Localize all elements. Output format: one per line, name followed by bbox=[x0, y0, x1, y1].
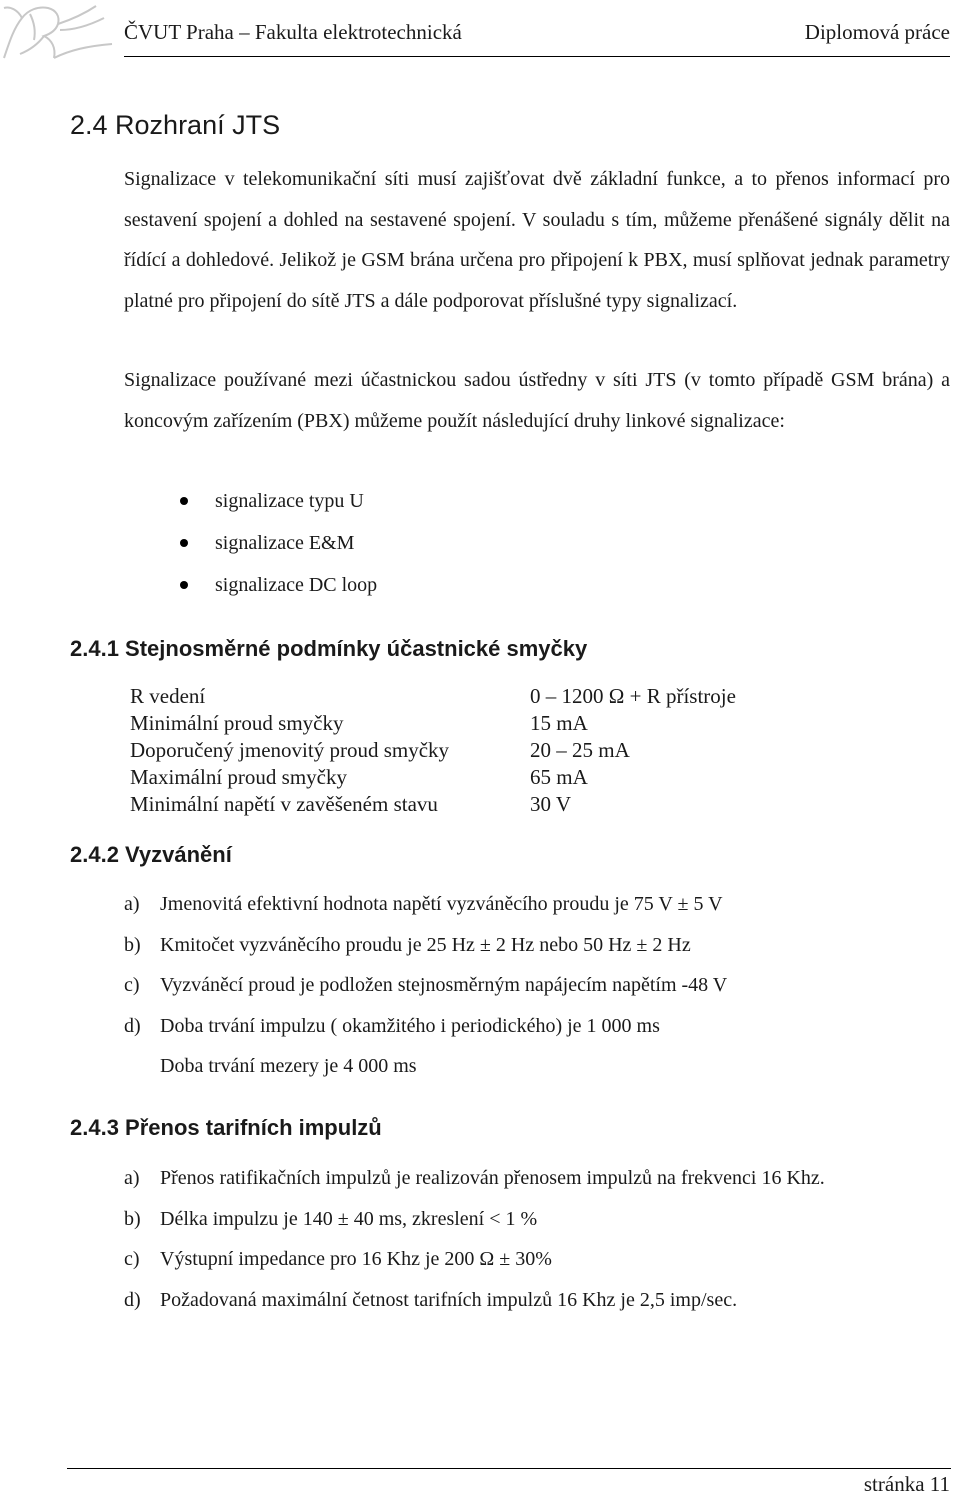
list-item: signalizace E&M bbox=[124, 522, 377, 564]
ringing-list bbox=[124, 884, 727, 1087]
tariff-pulses-list bbox=[124, 1158, 825, 1320]
page-header bbox=[124, 20, 950, 57]
dc-conditions-table bbox=[130, 683, 736, 818]
list-item: signalizace typu U bbox=[124, 480, 377, 522]
section-paragraph-1: Signalizace v telekomunikační síti musí zajišťovat dvě základní funkce, a to přenos informací pro sestavení spojení a dohled na sestavené spojení. V souladu s tím, můžeme přenášené signály dělit na řídící a dohledové. Jelikož je GSM brána určena pro připojení k PBX, musí splňovat jednak parametry platné pro připojení do sítě JTS a dále podporovat příslušné typy signalizací. bbox=[124, 168, 950, 312]
table-row: Minimální proud smyčky 15 mA bbox=[130, 711, 588, 735]
signalling-types-list bbox=[124, 480, 377, 606]
section-title: 2.4 Rozhraní JTS bbox=[70, 110, 281, 140]
list-item: c) Vyzváněcí proud je podložen stejnosměrným napájecím napětím -48 V bbox=[124, 974, 728, 996]
list-item: a) Přenos ratifikačních impulzů je realizován přenosem impulzů na frekvenci 16 Khz. bbox=[124, 1167, 825, 1189]
header-institution: ČVUT Praha – Fakulta elektrotechnická bbox=[124, 20, 462, 44]
header-doc-type: Diplomová práce bbox=[804, 20, 950, 44]
table-row: Doporučený jmenovitý proud smyčky 20 – 25 mA bbox=[130, 738, 630, 762]
subsection-title-dc-conditions: 2.4.1 Stejnosměrné podmínky účastnické smyčky bbox=[70, 636, 588, 661]
table-row: Maximální proud smyčky 65 mA bbox=[130, 765, 588, 789]
list-item: d) Doba trvání impulzu ( okamžitého i periodického) je 1 000 ms bbox=[124, 1014, 660, 1037]
table-row: R vedení 0 – 1200 Ω + R přístroje bbox=[130, 684, 736, 708]
subsection-title-ringing: 2.4.2 Vyzvánění bbox=[70, 842, 232, 867]
footer-divider bbox=[67, 1468, 951, 1469]
list-item: b) Délka impulzu je 140 ± 40 ms, zkreslení < 1 % bbox=[124, 1207, 538, 1230]
list-item: b) Kmitočet vyzváněcího proudu je 25 Hz ± 2 Hz nebo 50 Hz ± 2 Hz bbox=[124, 933, 691, 956]
list-item-continuation: Doba trvání mezery je 4 000 ms bbox=[160, 1055, 417, 1077]
bullet-icon bbox=[180, 581, 188, 589]
list-item: c) Výstupní impedance pro 16 Khz je 200 Ω ± 30% bbox=[124, 1248, 552, 1270]
list-item: signalizace DC loop bbox=[124, 564, 377, 606]
list-item: d) Požadovaná maximální četnost tarifních impulzů 16 Khz je 2,5 imp/sec. bbox=[124, 1288, 738, 1311]
university-lion-logo bbox=[0, 0, 118, 62]
page-number: stránka 11 bbox=[863, 1472, 950, 1496]
list-item: a) Jmenovitá efektivní hodnota napětí vyzváněcího proudu je 75 V ± 5 V bbox=[124, 893, 723, 915]
bullet-icon bbox=[180, 539, 188, 547]
subsection-title-tariff-pulses: 2.4.3 Přenos tarifních impulzů bbox=[70, 1115, 382, 1140]
table-row: Minimální napětí v zavěšeném stavu 30 V bbox=[130, 792, 572, 816]
section-paragraph-2: Signalizace používané mezi účastnickou sadou ústředny v síti JTS (v tomto případě GSM brána) a koncovým zařízením (PBX) můžeme použít následující druhy linkové signalizace: bbox=[124, 369, 950, 432]
bullet-icon bbox=[180, 497, 188, 505]
